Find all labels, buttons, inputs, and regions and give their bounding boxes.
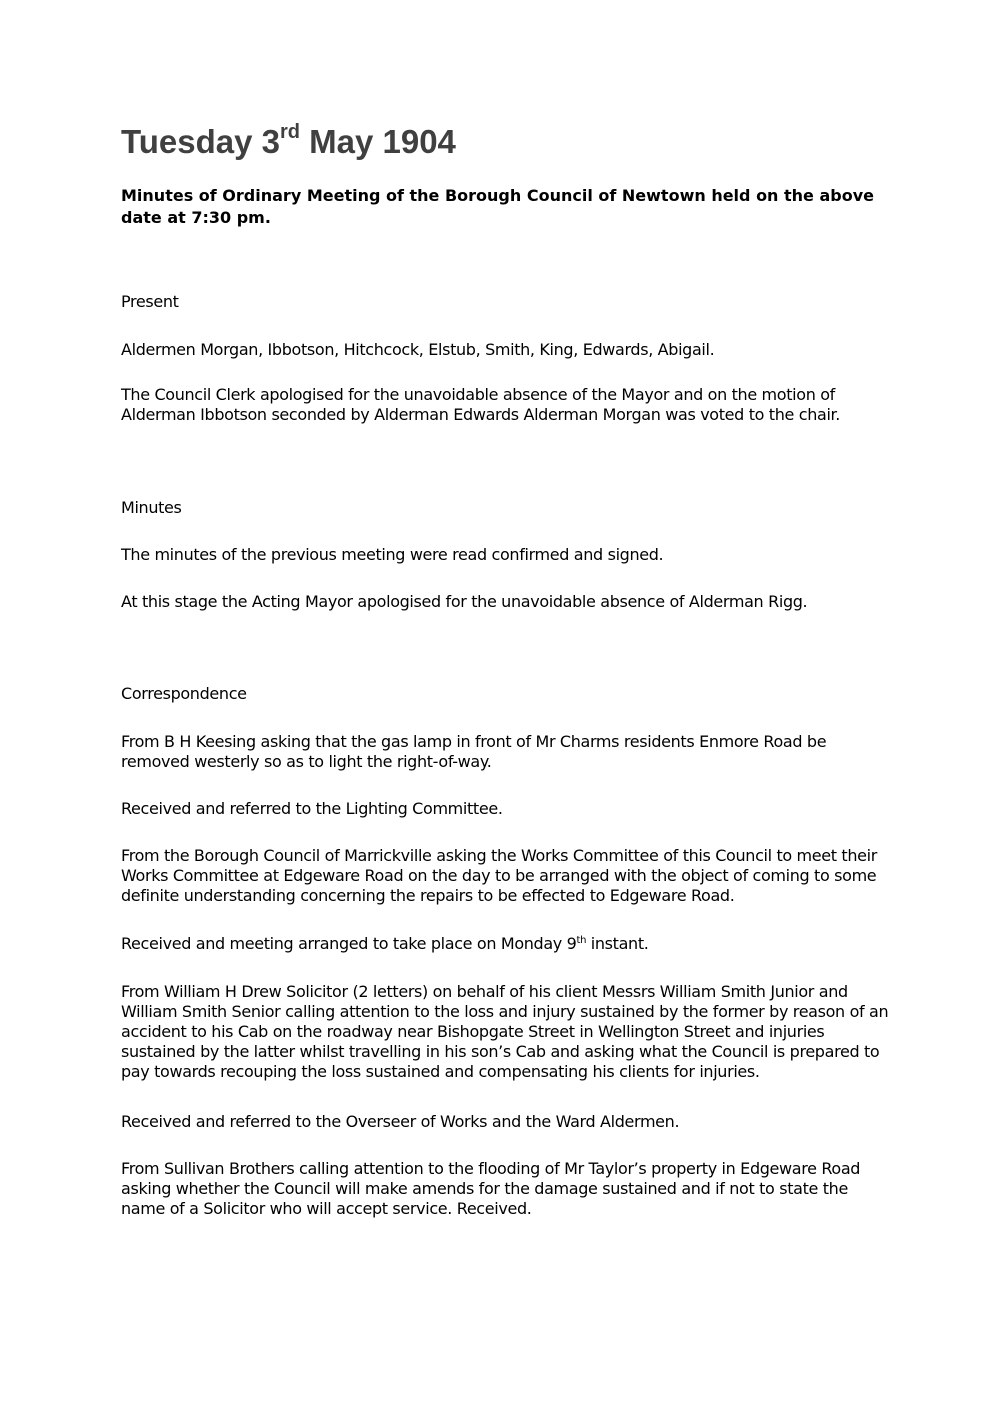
correspondence-item-3-result: Received and referred to the Overseer of Works and the Ward Aldermen. xyxy=(121,1112,680,1131)
present-heading: Present xyxy=(121,292,179,311)
present-attendees: Aldermen Morgan, Ibbotson, Hitchcock, Elstub, Smith, King, Edwards, Abigail. xyxy=(121,340,715,359)
correspondence-item-1-result: Received and referred to the Lighting Committee. xyxy=(121,799,503,818)
title-month-year: May 1904 xyxy=(299,123,456,160)
title-day: Tuesday 3 xyxy=(121,123,280,160)
item-2-result-text-end: instant. xyxy=(586,934,649,953)
item-2-result-ordinal-suffix: th xyxy=(576,935,587,946)
correspondence-item-2-result xyxy=(121,934,896,954)
correspondence-item-3: From William H Drew Solicitor (2 letters) on behalf of his client Messrs William Smith Junior and William Smith Senior calling attention to the loss and injury sustained by the former by reason of an accident to his Cab on the roadway near Bishopgate Street in Wellington Street and injuries sustained by the latter whilst travelling in his son’s Cab and asking what the Council is prepared to pay towards recouping the loss sustained and compensating his clients for injuries. xyxy=(121,982,889,1081)
item-2-result-text: Received and meeting arranged to take place on Monday 9 xyxy=(121,934,577,953)
page-title xyxy=(121,122,456,162)
title-ordinal-suffix: rd xyxy=(279,121,300,143)
correspondence-item-1: From B H Keesing asking that the gas lamp in front of Mr Charms residents Enmore Road be removed westerly so as to light the right-of-way. xyxy=(121,732,827,771)
present-chair-note: The Council Clerk apologised for the unavoidable absence of the Mayor and on the motion of Alderman Ibbotson seconded by Alderman Edwards Alderman Morgan was voted to the chair. xyxy=(121,385,841,424)
minutes-confirmed: The minutes of the previous meeting were read confirmed and signed. xyxy=(121,545,664,564)
minutes-apology: At this stage the Acting Mayor apologised for the unavoidable absence of Alderman Rigg. xyxy=(121,592,808,611)
correspondence-heading: Correspondence xyxy=(121,684,247,703)
correspondence-item-4: From Sullivan Brothers calling attention to the flooding of Mr Taylor’s property in Edgeware Road asking whether the Council will make amends for the damage sustained and if not to state the name of a Solicitor who will accept service. Received. xyxy=(121,1159,861,1218)
minutes-heading: Minutes xyxy=(121,498,182,517)
correspondence-item-2: From the Borough Council of Marrickville asking the Works Committee of this Council to meet their Works Committee at Edgeware Road on the day to be arranged with the object of coming to some definite understanding concerning the repairs to be effected to Edgeware Road. xyxy=(121,846,877,905)
meeting-subtitle: Minutes of Ordinary Meeting of the Borough Council of Newtown held on the above date at 7:30 pm. xyxy=(121,186,874,227)
